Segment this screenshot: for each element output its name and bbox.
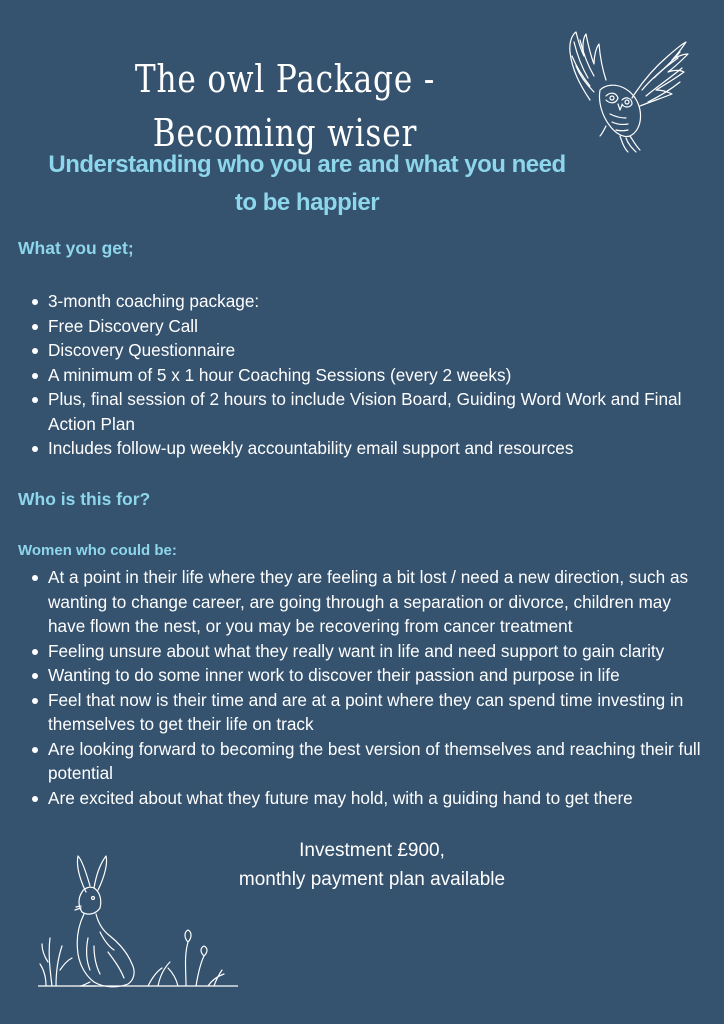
list-item: Wanting to do some inner work to discover their passion and purpose in life	[19, 663, 709, 688]
who-is-this-for-list	[19, 565, 709, 810]
list-item: A minimum of 5 x 1 hour Coaching Sessions (every 2 weeks)	[19, 363, 719, 388]
list-item: Feeling unsure about what they really want in life and need support to gain clarity	[19, 639, 709, 664]
subtitle	[22, 146, 592, 222]
list-item: Free Discovery Call	[19, 314, 719, 339]
list-item: Feel that now is their time and are at a point where they can spend time investing in themselves to get their life on track	[19, 688, 709, 737]
investment-price: Investment £900,	[299, 840, 445, 861]
women-who-could-be-subheading: Women who could be:	[18, 542, 177, 559]
payment-plan-note: monthly payment plan available	[238, 869, 506, 890]
list-item: At a point in their life where they are feeling a bit lost / need a new direction, such as wanting to change career, are going through a separation or divorce, children may have flown the nest, or you may be recovering from cancer treatment	[19, 565, 709, 639]
what-you-get-heading: What you get;	[18, 238, 134, 258]
who-is-this-for-heading: Who is this for?	[18, 489, 151, 509]
investment-info	[200, 836, 544, 894]
list-item: Are looking forward to becoming the best version of themselves and reaching their full potential	[19, 737, 709, 786]
list-item: 3-month coaching package:	[19, 289, 719, 314]
what-you-get-list	[19, 289, 719, 461]
list-item: Discovery Questionnaire	[19, 338, 719, 363]
list-item: Plus, final session of 2 hours to include Vision Board, Guiding Word Work and Final Action Plan	[19, 387, 719, 436]
subtitle-line-1: Understanding who you are and what you need	[48, 151, 566, 178]
hare-illustration-icon	[38, 852, 238, 992]
list-item: Are excited about what they future may hold, with a guiding hand to get there	[19, 786, 709, 811]
subtitle-line-2: to be happier	[234, 189, 380, 216]
page-title: The owl Package - Becoming wiser	[134, 57, 436, 155]
list-item: Includes follow-up weekly accountability email support and resources	[19, 436, 719, 461]
owl-illustration-icon	[550, 30, 690, 155]
